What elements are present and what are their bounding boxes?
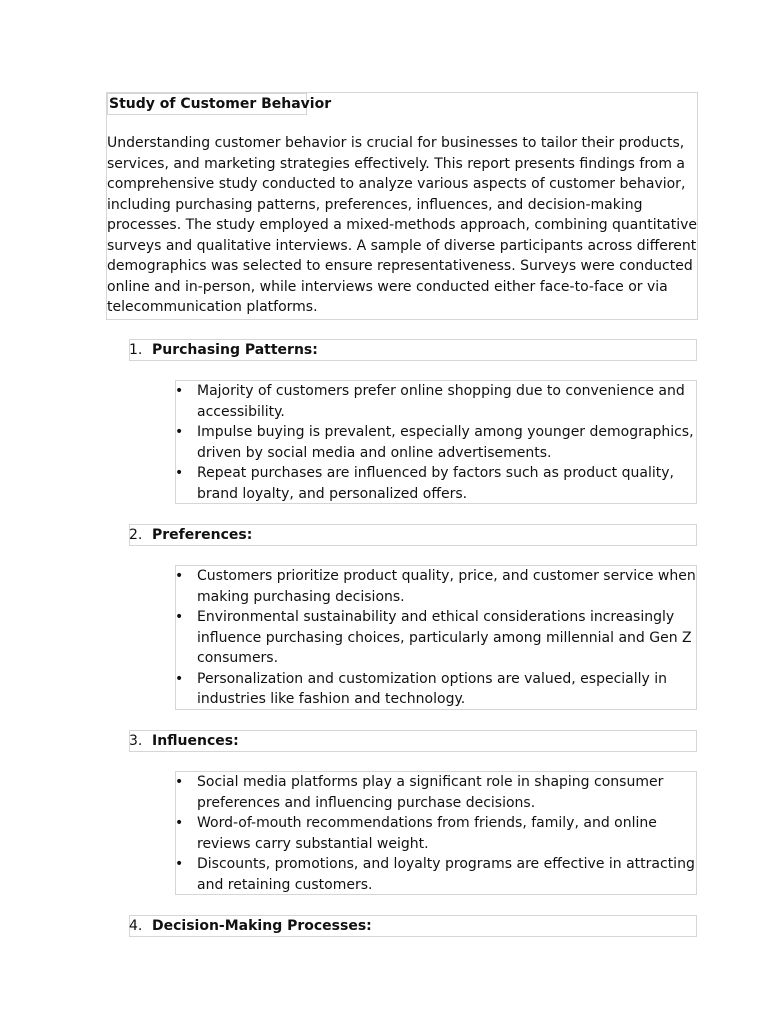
list-item [175, 566, 697, 607]
section-3-bullet-list [175, 772, 697, 895]
bullet-icon: • [175, 670, 184, 687]
list-item [175, 813, 697, 854]
section-number: 4. [129, 918, 143, 934]
section-number: 2. [129, 527, 143, 543]
section-title: Decision-Making Processes: [152, 918, 372, 934]
list-item-text: Environmental sustainability and ethical considerations increasingly influence purchasing choices, particularly among millennial and Gen Z consumers. [197, 609, 692, 666]
section-title: Preferences: [152, 527, 253, 543]
list-item [175, 422, 697, 463]
list-item [175, 772, 697, 813]
bullet-icon: • [175, 465, 184, 481]
list-item-text: Majority of customers prefer online shopping due to convenience and accessibility. [197, 383, 685, 420]
list-item [175, 669, 697, 710]
section-1-bullet-list [175, 381, 697, 504]
list-item [175, 607, 697, 669]
bullet-icon: • [175, 815, 184, 831]
bullet-icon: • [175, 383, 184, 399]
list-item-text: Repeat purchases are influenced by factors such as product quality, brand loyalty, and personalized offers. [197, 465, 674, 502]
bullet-icon: • [175, 424, 184, 440]
bullet-icon: • [175, 774, 184, 790]
section-title: Purchasing Patterns: [152, 342, 318, 358]
intro-paragraph: Understanding customer behavior is crucial for businesses to tailor their products, services, and marketing strategies effectively. This report presents findings from a comprehensive study conducted to analyze various aspects of customer behavior, including purchasing patterns, preferences, influences, and decision-making processes. The study employed a mixed-methods approach, combining quantitative surveys and qualitative interviews. A sample of diverse participants across different demographics was selected to ensure representativeness. Surveys were conducted online and in-person, while interviews were conducted either face-to-face or via telecommunication platforms. [107, 135, 697, 315]
section-number: 3. [129, 733, 143, 749]
list-item [175, 854, 697, 895]
list-item-text: Customers prioritize product quality, price, and customer service when making purchasing decisions. [197, 568, 696, 605]
document-title: Study of Customer Behavior [107, 93, 307, 115]
list-item [175, 463, 697, 504]
bullet-icon: • [175, 568, 184, 584]
section-title: Influences: [152, 733, 239, 749]
list-item-text: Impulse buying is prevalent, especially among younger demographics, driven by social media and online advertisements. [197, 424, 694, 461]
bullet-icon: • [175, 856, 184, 872]
section-number: 1. [129, 342, 143, 358]
bullet-icon: • [175, 609, 184, 625]
list-item-text: Personalization and customization options are valued, especially in industries like fashion and technology. [197, 670, 668, 707]
list-item-text: Social media platforms play a significant role in shaping consumer preferences and influencing purchase decisions. [197, 774, 664, 811]
section-2-bullet-list [175, 566, 697, 710]
list-item-text: Discounts, promotions, and loyalty programs are effective in attracting and retaining customers. [197, 856, 695, 893]
list-item [175, 381, 697, 422]
list-item-text: Word-of-mouth recommendations from friends, family, and online reviews carry substantial weight. [197, 815, 657, 852]
